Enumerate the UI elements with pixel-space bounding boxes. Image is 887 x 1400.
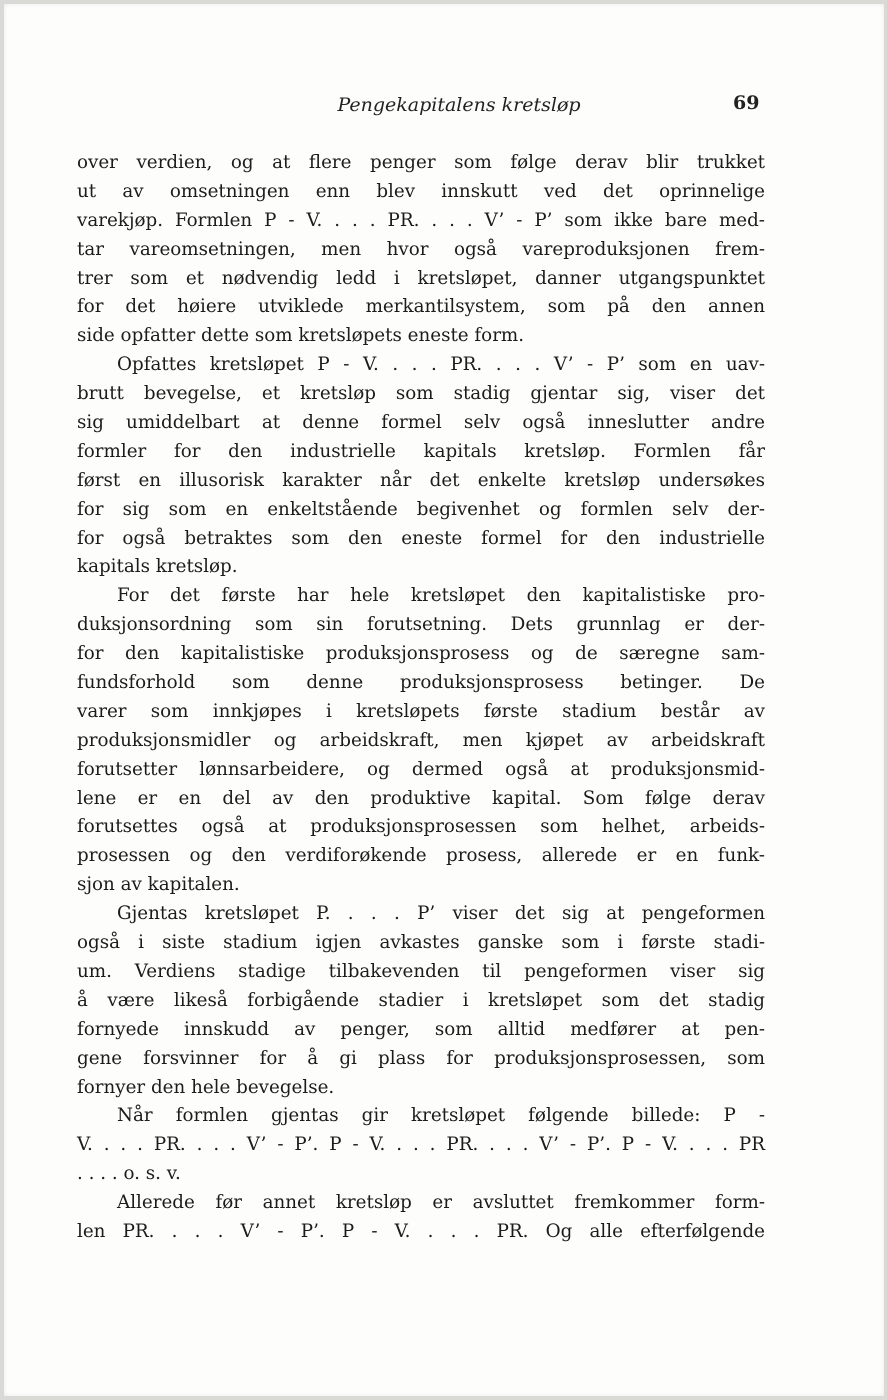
text-line: ut av omsetningen enn blev innskutt ved det oprinnelige [77, 180, 765, 202]
text-line: produksjonsmidler og arbeidskraft, men kjøpet av arbeidskraft [77, 729, 765, 751]
text-line: først en illusorisk karakter når det enkelte kretsløp undersøkes [77, 469, 765, 491]
text-line: kapitals kretsløp. [77, 556, 238, 578]
text-line: side opfatter dette som kretsløpets eneste form. [77, 325, 525, 347]
running-title: Pengekapitalens kretsløp [337, 94, 581, 116]
text-line: for det høiere utviklede merkantilsystem, som på den annen [77, 296, 765, 318]
text-line: for også betraktes som den eneste formel for den industrielle [77, 527, 765, 549]
text-line: formler for den industrielle kapitals kretsløp. Formlen får [77, 440, 765, 462]
page-number: 69 [733, 92, 760, 114]
text-line: varer som innkjøpes i kretsløpets første stadium består av [77, 700, 765, 722]
book-page [4, 4, 884, 1396]
text-line: forutsettes også at produksjonsprosessen som helhet, arbeids- [77, 816, 765, 838]
text-line: gene forsvinner for å gi plass for produksjonsprosessen, som [77, 1047, 765, 1069]
text-line: Allerede før annet kretsløp er avsluttet fremkommer form- [117, 1192, 765, 1214]
text-line: duksjonsordning som sin forutsetning. Dets grunnlag er der- [77, 614, 765, 636]
text-line: varekjøp. Formlen P - V. . . . PR. . . . V’ - P’ som ikke bare med- [77, 209, 765, 231]
text-line: brutt bevegelse, et kretsløp som stadig gjentar sig, viser det [77, 383, 765, 405]
text-line: For det første har hele kretsløpet den kapitalistiske pro- [117, 585, 765, 607]
paragraph [77, 1189, 765, 1247]
text-line: V. . . . PR. . . . V’ - P’. P - V. . . . PR. . . . V’ - P’. P - V. . . . PR [77, 1134, 765, 1156]
text-line: prosessen og den verdiforøkende prosess, allerede er en funk- [77, 845, 765, 867]
paragraph [77, 351, 765, 582]
text-line: lene er en del av den produktive kapital. Som følge derav [77, 787, 765, 809]
paragraph [77, 149, 765, 351]
text-line: for sig som en enkeltstående begivenhet og formlen selv der- [77, 498, 765, 520]
paragraph [77, 900, 765, 1102]
text-line: trer som et nødvendig ledd i kretsløpet, danner utgangspunktet [77, 267, 765, 289]
text-line: tar vareomsetningen, men hvor også vareproduksjonen frem- [77, 238, 765, 260]
text-line: . . . . o. s. v. [77, 1163, 181, 1185]
text-line: over verdien, og at flere penger som følge derav blir trukket [77, 152, 765, 173]
body-text [77, 149, 765, 1247]
text-line: fornyer den hele bevegelse. [77, 1076, 335, 1098]
text-line: fundsforhold som denne produksjonsprosess betinger. De [77, 672, 765, 694]
text-line: også i siste stadium igjen avkastes ganske som i første stadi- [77, 932, 765, 954]
paragraph [77, 582, 765, 900]
text-line: for den kapitalistiske produksjonsprosess og de særegne sam- [77, 643, 765, 665]
paragraph [77, 1102, 765, 1189]
text-line: sig umiddelbart at denne formel selv også inneslutter andre [77, 412, 765, 434]
text-line: fornyede innskudd av penger, som alltid medfører at pen- [77, 1018, 765, 1040]
text-line: Opfattes kretsløpet P - V. . . . PR. . . . V’ - P’ som en uav- [117, 354, 765, 376]
text-line: Gjentas kretsløpet P. . . . P’ viser det sig at pengeformen [117, 903, 765, 925]
text-line: um. Verdiens stadige tilbakevenden til pengeformen viser sig [77, 960, 765, 982]
text-line: å være likeså forbigående stadier i kretsløpet som det stadig [77, 989, 765, 1011]
text-line: Når formlen gjentas gir kretsløpet følgende billede: P - [117, 1105, 765, 1127]
text-line: len PR. . . . V’ - P’. P - V. . . . PR. Og alle efterfølgende [77, 1220, 765, 1242]
text-line: sjon av kapitalen. [77, 874, 240, 896]
text-line: forutsetter lønnsarbeidere, og dermed også at produksjonsmid- [77, 758, 765, 780]
